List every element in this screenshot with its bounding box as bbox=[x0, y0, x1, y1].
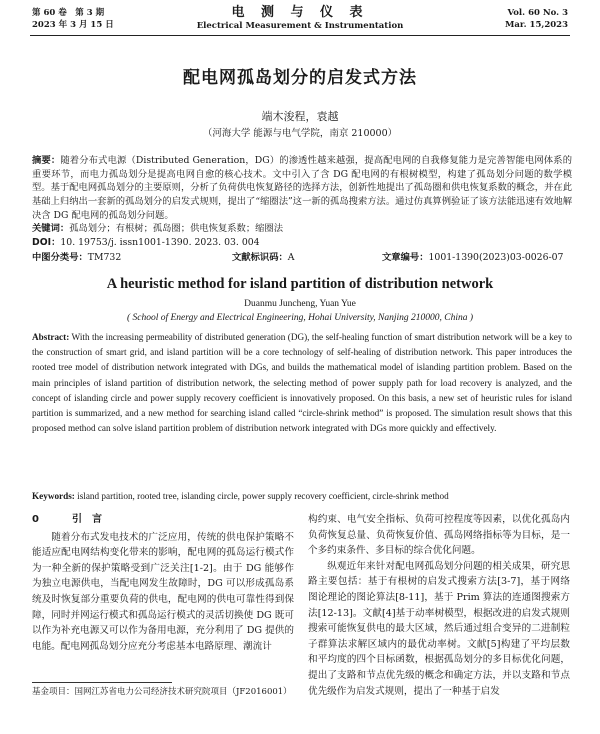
journal-name-cn: 电 测 与 仪 表 bbox=[231, 5, 369, 20]
header-rule bbox=[30, 35, 570, 36]
abstract-cn-text: 随着分布式电源（Distributed Generation，DG）的渗透性越来越强，提高配电网的自我修复能力是完善智能电网体系的重要环节，而电力孤岛划分是提高电网自愈的核心技术。文中引入了含 DG 配电网的有根树模型，构建了孤岛划分问题的数学模型。基于配电网孤岛划分的主要原则，分析了负荷供电恢复路径的选择方法，创新性地提出了孤岛圈和供电恢复系数的概念，并在此基础上归纳出一套新的孤岛划分的启发式规则，提出了“缩圈法”这一新的孤岛搜索方法。通过仿真算例验证了该方法能迅速有效地解决含 DG 配电网的孤岛划分问题。 bbox=[32, 155, 572, 221]
intro-left-column bbox=[32, 512, 294, 654]
keywords-en bbox=[32, 489, 572, 504]
abstract-cn bbox=[32, 154, 572, 223]
intro-section-title: 引 言 bbox=[72, 514, 102, 525]
abstract-en-text: With the increasing permeability of distributed generation (DG), the self-healing function of smart distribution network will be a key to the construction of smart grid, and island partition will be a core technology of self-healing of distribution network. This paper introduces the rooted tree model of distribution network integrated with DGs, and builds the mathematical model of islanding partition problem. Based on the main principles of island partition of distribution network, the selecting method of power supply path for load recovery is analyzed, and the concept of islanding circle and power supply recovery coefficient is innovatively proposed. On this basis, a new set of heuristic rules for island partition is summarized, and a new method for searching island called “circle-shrink method” is proposed. The simulation result shows that this proposed method can solve island partition problem of distribution network integrated with DGs more quickly and effectively. bbox=[32, 332, 572, 434]
title-cn: 配电网孤岛划分的启发式方法 bbox=[183, 68, 417, 88]
authors-cn: 端木浚程，袁越 bbox=[261, 110, 339, 123]
affiliation-en: ( School of Energy and Electrical Engineering, Hohai University, Nanjing 210000, China ) bbox=[126, 313, 474, 323]
keywords-cn-text: 孤岛划分；有根树；孤岛圈；供电恢复系数；缩圈法 bbox=[69, 223, 284, 234]
doc-code-label: 文献标识码： bbox=[232, 252, 288, 263]
intro-paragraph-1-cont: 构约束、电气安全指标、负荷可控程度等因素，以优化孤岛内负荷恢复总量、负荷恢复价值、孤岛网络指标等为目标，是一个多约束条件、多目标的综合优化问题。 bbox=[308, 514, 570, 557]
doi-line bbox=[32, 236, 572, 250]
intro-section-number: 0 bbox=[32, 514, 39, 525]
authors-en: Duanmu Juncheng, Yuan Yue bbox=[244, 299, 356, 309]
doc-code-value: A bbox=[287, 252, 295, 263]
abstract-cn-label: 摘要： bbox=[32, 155, 61, 166]
article-number-value: 1001-1390(2023)03-0026-07 bbox=[428, 252, 564, 263]
intro-heading bbox=[32, 512, 294, 528]
intro-right-column bbox=[308, 512, 570, 699]
date-cn: 2023 年 3 月 15 日 bbox=[32, 20, 114, 30]
doi-label: DOI： bbox=[32, 237, 61, 248]
keywords-en-text: island partition, rooted tree, islanding circle, power supply recovery coefficient, circle-shrink method bbox=[77, 491, 449, 501]
clc-label: 中图分类号： bbox=[32, 252, 88, 263]
abstract-en bbox=[32, 330, 572, 436]
doi-text: 10. 19753/j. issn1001-1390. 2023. 03. 004 bbox=[60, 237, 260, 248]
journal-name-en: Electrical Measurement & Instrumentation bbox=[196, 21, 404, 31]
volume-en: Vol. 60 No. 3 bbox=[507, 8, 568, 18]
clc-value: TM732 bbox=[87, 252, 122, 263]
header-right bbox=[505, 7, 568, 31]
volume-cn: 第 60 卷 第 3 期 bbox=[32, 8, 105, 18]
footnote-rule bbox=[32, 682, 172, 683]
keywords-en-label: Keywords: bbox=[32, 491, 75, 501]
abstract-en-label: Abstract: bbox=[32, 332, 70, 342]
intro-paragraph-1: 随着分布式发电技术的广泛应用，传统的供电保护策略不能适应配电网结构变化带来的影响，配电网的孤岛运行模式作为一种全新的保护策略受到广泛关注[1-2]。由于 DG 能够作为独立电源供电，当配电网发生故障时，DG 可以形成孤岛系统及时恢复部分重要负荷的供电，配电网的供电可靠性得到保障，同时并网运行模式和孤岛运行模式的灵活切换使 DG 既可以作为补充电源又可以作为备用电源，充分利用了 DG 提供的电能。配电网孤岛划分应充分考虑基本电路原理、潮流计 bbox=[32, 531, 294, 652]
funding-footnote: 基金项目：国网江苏省电力公司经济技术研究院项目（JF2016001） bbox=[32, 687, 292, 697]
article-number-label: 文章编号： bbox=[382, 252, 429, 263]
title-en: A heuristic method for island partition of distribution network bbox=[106, 276, 494, 292]
date-en: Mar. 15,2023 bbox=[505, 20, 568, 30]
keywords-cn bbox=[32, 222, 572, 236]
affiliation-cn: （河海大学 能源与电气学院，南京 210000） bbox=[202, 128, 398, 139]
keywords-cn-label: 关键词： bbox=[32, 223, 70, 234]
intro-paragraph-2: 纵观近年来针对配电网孤岛划分问题的相关成果，研究思路主要包括：基于有根树的启发式搜索方法[3-7]，基于网络图论理论的图论算法[8-11]，基于 Prim 算法的连通图搜索方法[12-13]。文献[4]基于动率树模型，根据改进的启发式规则搜索可能恢复供电的最大区域，然后通过组合变异的二进制粒子群算法求解区域内的最优动率树。文献[5]构建了平均层数和平均度的四个目标函数，根据孤岛划分的多目标优化问题，提出了支路和节点优先级的概念和确定方法，并以支路和节点优先级作为启发式规则，提出了一种基于启发 bbox=[308, 560, 570, 697]
